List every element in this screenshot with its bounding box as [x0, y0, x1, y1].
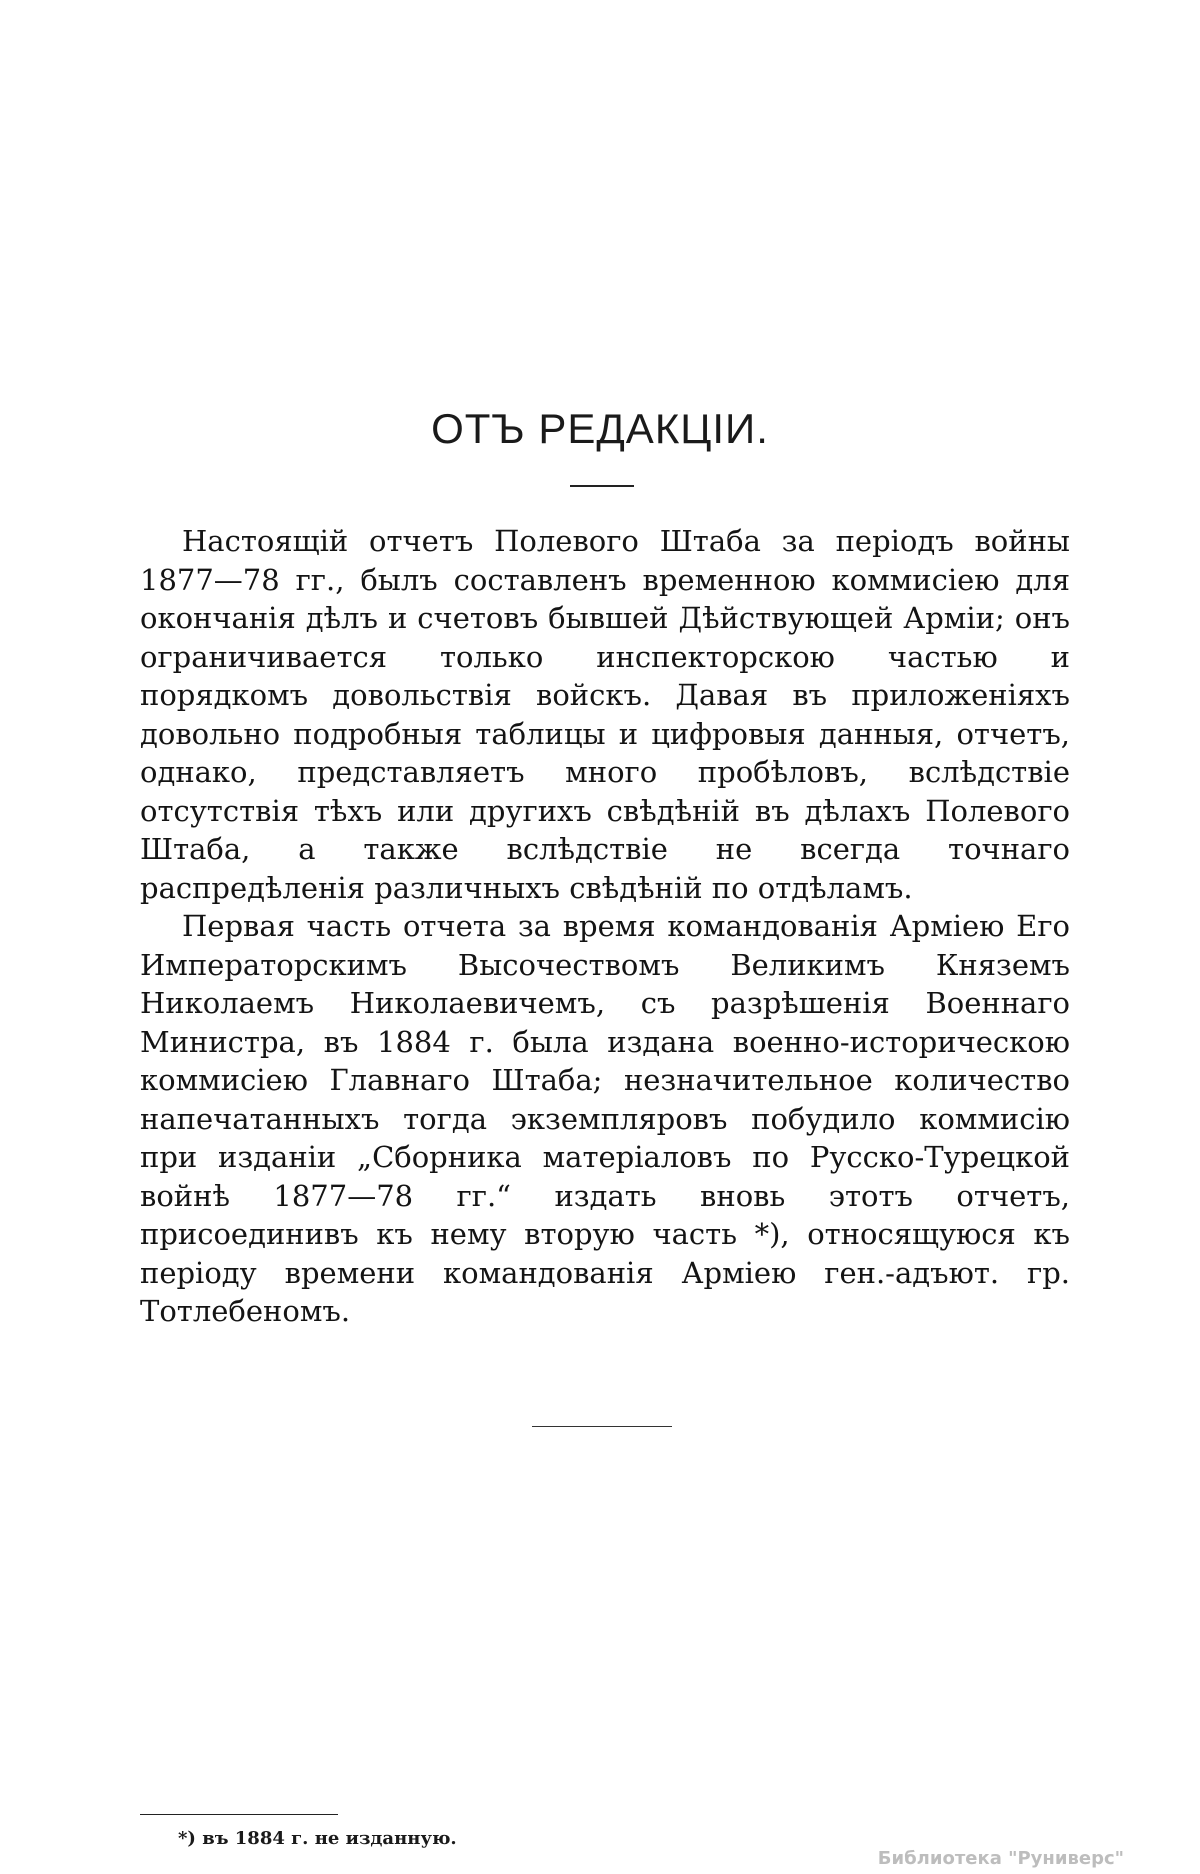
library-watermark: Библиотека "Руниверс" [877, 1848, 1124, 1869]
paragraph-1: Настоящій отчетъ Полевого Штаба за періодъ войны 1877—78 гг., былъ составленъ временною коммисіею для окончанія дѣлъ и счетовъ бывшей Дѣйствующей Арміи; онъ ограничивается только инспекторскою частью и порядкомъ довольствія войскъ. Давая въ приложеніяхъ довольно подробныя таблицы и цифровыя данныя, отчетъ, однако, представляетъ много пробѣловъ, вслѣдствіе отсутствія тѣхъ или другихъ свѣдѣній въ дѣлахъ Полевого Штаба, а также вслѣдствіе не всегда точнаго распредѣленія различныхъ свѣдѣній по отдѣламъ. [140, 524, 1070, 905]
section-end-rule [532, 1426, 672, 1427]
body-text [140, 522, 1070, 1331]
footnote: *) въ 1884 г. не изданную. [178, 1828, 457, 1849]
footnote-separator-rule [140, 1814, 338, 1815]
title-underline-rule [570, 485, 634, 487]
page-title: ОТЪ РЕДАКЦІИ. [431, 405, 769, 452]
paragraph-2: Первая часть отчета за время командованія Арміею Его Императорскимъ Высочествомъ Великимъ Княземъ Николаемъ Николаевичемъ, съ разрѣшенія Военнаго Министра, въ 1884 г. была издана военно-историческою коммисіею Главнаго Штаба; незначительное количество напечатанныхъ тогда экземпляровъ побудило коммисію при изданіи „Сборника матеріаловъ по Русско-Турецкой войнѣ 1877—78 гг.“ издать вновь этотъ отчетъ, присоединивъ къ нему вторую часть *), относящуюся къ періоду времени командованія Арміею ген.-адъют. гр. Тотлебеномъ. [140, 909, 1070, 1328]
